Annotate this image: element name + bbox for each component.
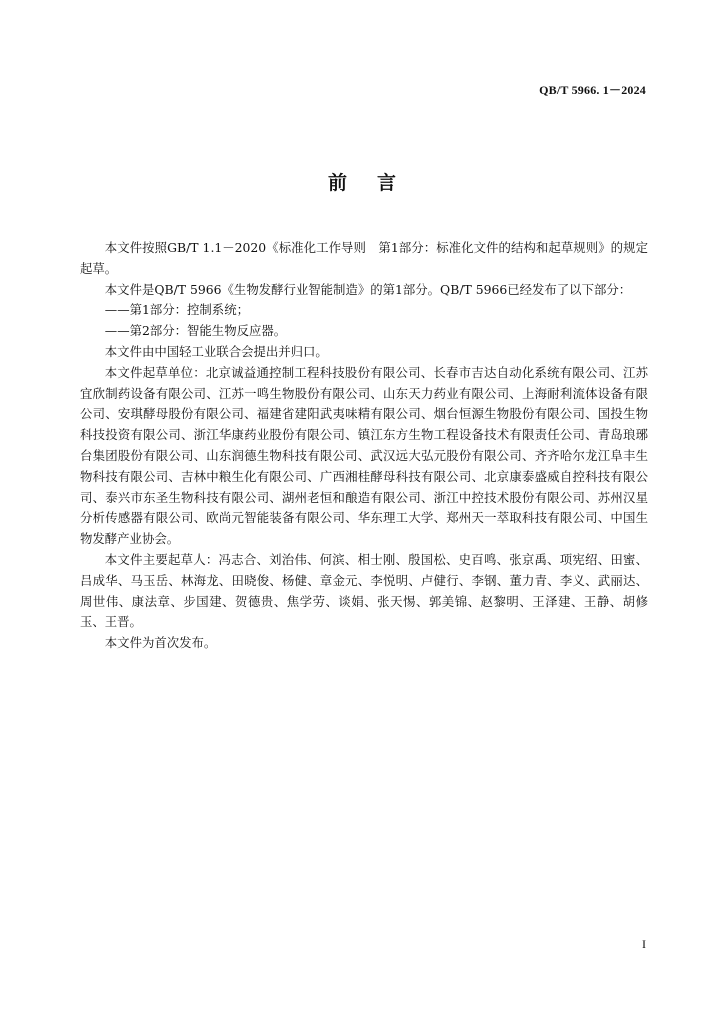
page-number: I xyxy=(642,937,646,951)
list-item-part-2: ——第2部分：智能生物反应器。 xyxy=(104,323,287,339)
paragraph-drafters: 本文件主要起草人：冯志合、刘治伟、何滨、相士刚、殷国松、史百鸣、张京禹、项宪绍、田蜜、吕成华、马玉岳、林海龙、田晓俊、杨健、章金元、李悦明、卢健行、李钢、董力青、李义、武丽达、周世伟、康法章、步国建、贺德贵、焦学劳、谈娟、张天惕、郭美锦、赵黎明、王泽建、王静、胡修玉、王晋。 xyxy=(80,551,648,630)
paragraph-series-intro: 本文件是QB/T 5966《生物发酵行业智能制造》的第1部分。QB/T 5966已经发布了以下部分： xyxy=(104,281,632,297)
page-title: 前言 xyxy=(327,172,426,194)
paragraph-proposer: 本文件由中国轻工业联合会提出并归口。 xyxy=(104,343,328,359)
paragraph-drafting-units: 本文件起草单位：北京诚益通控制工程科技股份有限公司、长春市吉达自动化系统有限公司、江苏宜欣制药设备有限公司、江苏一鸣生物股份有限公司、山东天力药业有限公司、上海耐利流体设备有限公司、安琪酵母股份有限公司、福建省建阳武夷味精有限公司、烟台恒源生物股份有限公司、国投生物科技投资有限公司、浙江华康药业股份有限公司、镇江东方生物工程设备技术有限责任公司、青岛琅琊台集团股份有限公司、山东润德生物科技有限公司、武汉远大弘元股份有限公司、齐齐哈尔龙江阜丰生物科技有限公司、吉林中粮生化有限公司、广西湘桂酵母科技有限公司、北京康泰盛威自控科技有限公司、泰兴市东圣生物科技有限公司、湖州老恒和酿造有限公司、浙江中控技术股份有限公司、苏州汉星分析传感器有限公司、欧尚元智能装备有限公司、华东理工大学、郑州天一萃取科技有限公司、中国生物发酵产业协会。 xyxy=(80,364,648,547)
document-code: QB/T 5966. 1－2024 xyxy=(539,83,646,97)
document-body xyxy=(80,238,648,654)
paragraph-first-release: 本文件为首次发布。 xyxy=(104,635,217,651)
paragraph-drafting-rules: 本文件按照GB/T 1.1－2020《标准化工作导则 第1部分：标准化文件的结构和起草规则》的规定起草。 xyxy=(80,240,648,276)
list-item-part-1: ——第1部分：控制系统； xyxy=(104,302,249,318)
